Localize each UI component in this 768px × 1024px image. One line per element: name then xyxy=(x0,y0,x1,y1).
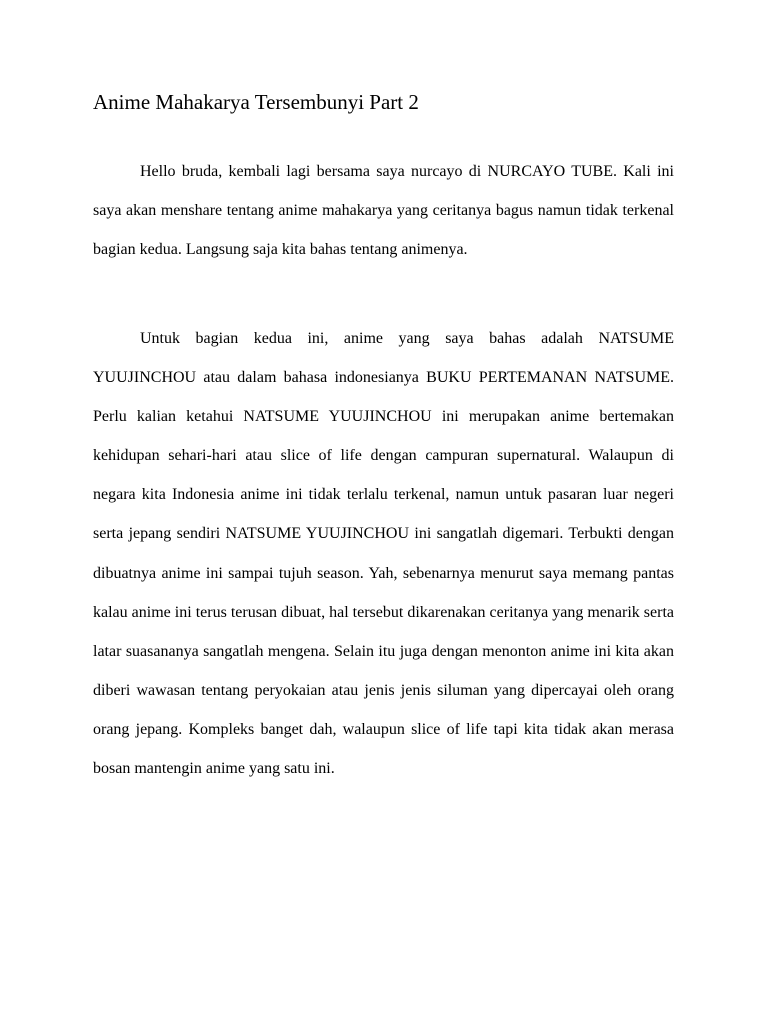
paragraph-natsume: Untuk bagian kedua ini, anime yang saya bahas adalah NATSUME YUUJINCHOU atau dalam bahasa indonesianya BUKU PERTEMANAN NATSUME. Perlu kalian ketahui NATSUME YUUJINCHOU ini merupakan anime bertemakan kehidupan sehari-hari atau slice of life dengan campuran supernatural. Walaupun di negara kita Indonesia anime ini tidak terlalu terkenal, namun untuk pasaran luar negeri serta jepang sendiri NATSUME YUUJINCHOU ini sangatlah digemari. Terbukti dengan dibuatnya anime ini sampai tujuh season. Yah, sebenarnya menurut saya memang pantas kalau anime ini terus terusan dibuat, hal tersebut dikarenakan ceritanya yang menarik serta latar suasananya sangatlah mengena. Selain itu juga dengan menonton anime ini kita akan diberi wawasan tentang peryokaian atau jenis jenis siluman yang dipercayai oleh orang orang jepang. Kompleks banget dah, walaupun slice of life tapi kita tidak akan merasa bosan mantengin anime yang satu ini. xyxy=(93,330,674,778)
paragraph-intro: Hello bruda, kembali lagi bersama saya nurcayo di NURCAYO TUBE. Kali ini saya akan menshare tentang anime mahakarya yang ceritanya bagus namun tidak terkenal bagian kedua. Langsung saja kita bahas tentang animenya. xyxy=(93,163,674,259)
document-title: Anime Mahakarya Tersembunyi Part 2 xyxy=(93,90,419,114)
